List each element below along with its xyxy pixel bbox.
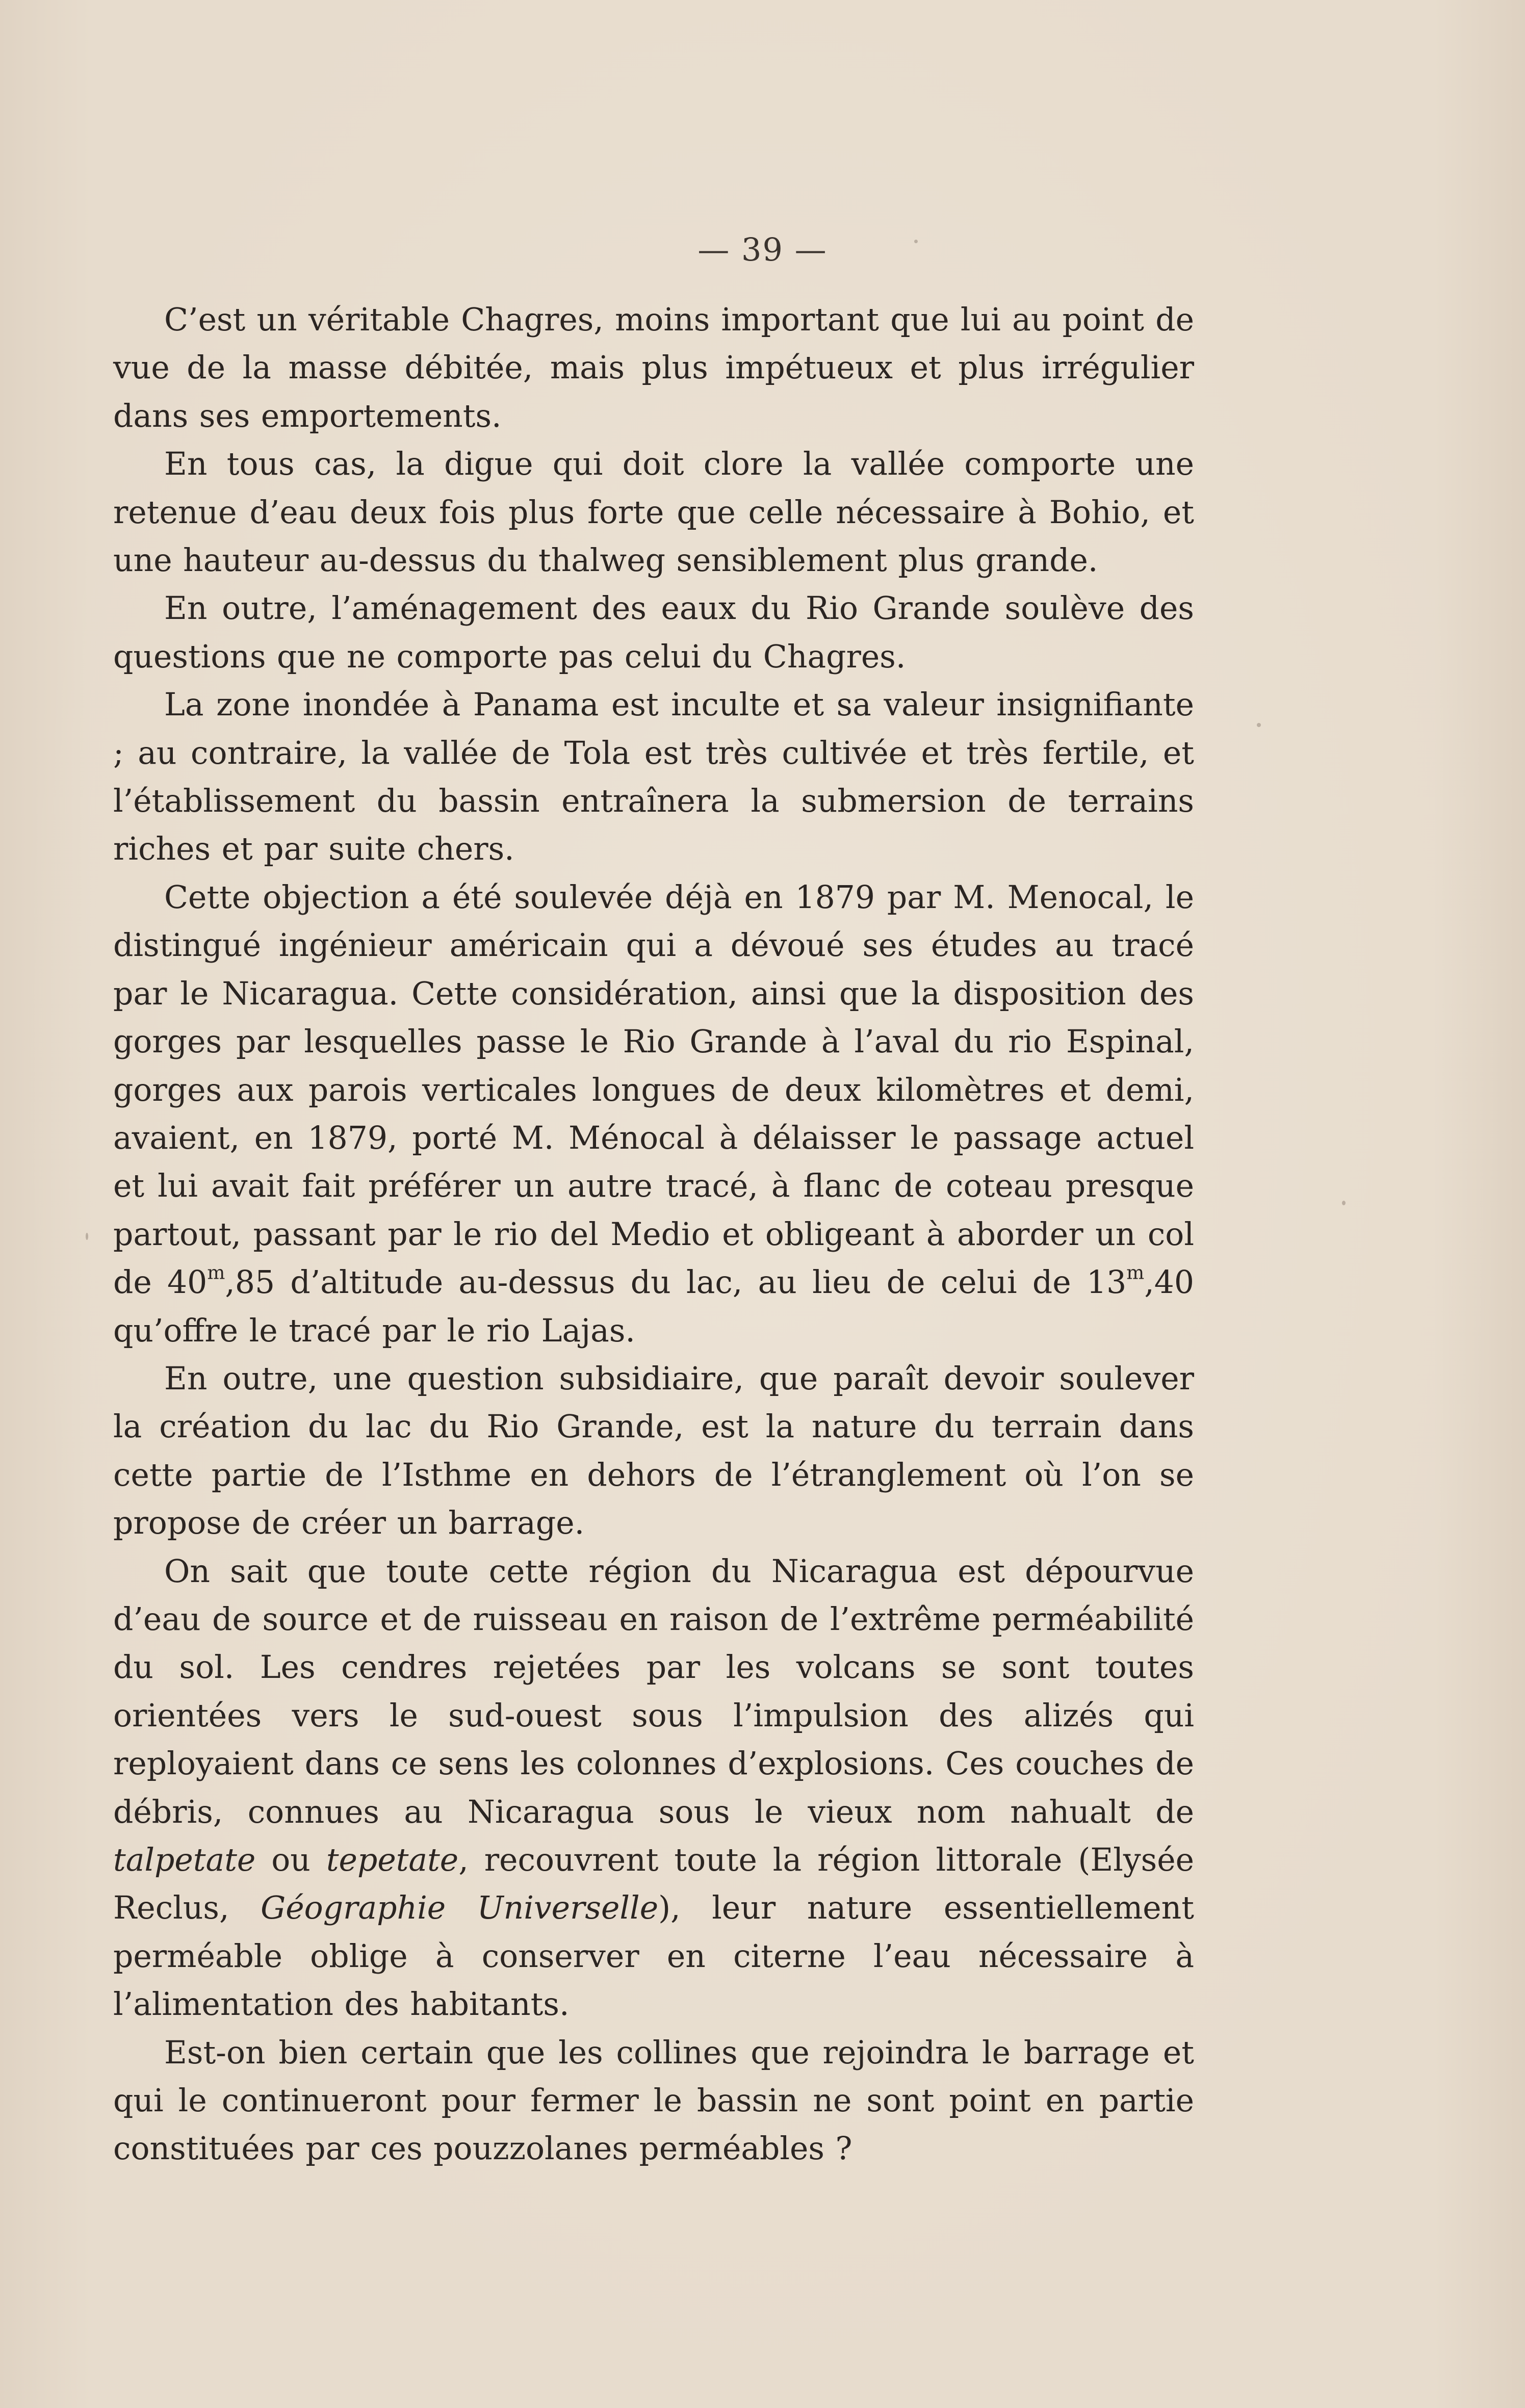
paragraph-5-text-c: ,40 qu’offre le tracé par le rio Lajas. — [113, 1264, 1195, 1349]
unit-superscript: m — [207, 1261, 225, 1284]
paragraph-2: En tous cas, la digue qui doit clore la vallée comporte une retenue d’eau deux fois plus forte que celle nécessaire à Bohio, et une hauteur au-dessus du thalweg sensiblement plus grande. — [113, 446, 1194, 579]
paragraph-5 — [113, 873, 1194, 1355]
italic-term-talpetate: talpetate — [113, 1842, 256, 1878]
paper-speck — [914, 240, 918, 243]
paper-speck — [1342, 1201, 1346, 1205]
paragraph-4: La zone inondée à Panama est inculte et sa valeur insignifiante ; au contraire, la vallée de Tola est très cultivée et très fertile, et l’établissement du bassin entraînera la submersion de terrains riches et par suite chers. — [113, 686, 1194, 868]
paragraph-6: En outre, une question subsidiaire, que paraît devoir soulever la création du lac du Rio Grande, est la nature du terrain dans cette partie de l’Isthme en dehors de l’étranglement où l’on se propose de créer un barrage. — [113, 1360, 1194, 1542]
paper-speck — [86, 1233, 88, 1240]
paragraph-8: Est-on bien certain que les collines que rejoindra le barrage et qui le continueront pour fermer le bassin ne sont point en partie constituées par ces pouzzolanes perméables ? — [113, 2034, 1194, 2167]
paragraph-7 — [113, 1547, 1194, 2029]
unit-superscript: m — [1126, 1261, 1145, 1284]
paragraph-7-text-c: , recouvrent toute la région littorale (Elysée Reclus, — [113, 1842, 1194, 1927]
paragraph-7-text-d: ), leur nature essentiellement perméable oblige à conserver en citerne l’eau nécessaire à l’alimentation des habitants. — [113, 1889, 1194, 2023]
paragraph-1: C’est un véritable Chagres, moins important que lui au point de vue de la masse débitée, mais plus impétueux et plus irrégulier dans ses emportements. — [113, 301, 1194, 434]
page-number: — 39 — — [697, 231, 828, 268]
paragraph-7-text-b: ou — [255, 1842, 326, 1878]
paragraph-5-text-b: ,85 d’altitude au-dessus du lac, au lieu de celui de 13 — [225, 1264, 1127, 1301]
italic-term-tepetate: tepetate — [326, 1842, 459, 1878]
paragraph-5-text-a: Cette objection a été soulevée déjà en 1879 par M. Menocal, le distingué ingénieur américain qui a dévoué ses études au tracé par le Nicaragua. Cette considération, ainsi que la disposition des gorges par lesquelles passe le Rio Grande à l’aval du rio Espinal, gorges aux parois verticales longues de deux kilomètres et demi, avaient, en 1879, porté M. Ménocal à délaisser le passage actuel et lui avait fait préférer un autre tracé, à flanc de coteau presque partout, passant par le rio del Medio et obligeant à aborder un col de 40 — [113, 878, 1194, 1301]
body-text — [113, 296, 1194, 2173]
paragraph-7-text-a: On sait que toute cette région du Nicaragua est dépourvue d’eau de source et de ruisseau en raison de l’extrême perméabilité du sol. Les cendres rejetées par les volcans se sont toutes orientées vers le sud-ouest sous l’impulsion des alizés qui reployaient dans ce sens les colonnes d’explosions. Ces couches de débris, connues au Nicaragua sous le vieux nom nahualt de — [113, 1552, 1194, 1830]
paragraph-3: En outre, l’aménagement des eaux du Rio Grande soulève des questions que ne comporte pas celui du Chagres. — [113, 590, 1194, 675]
paper-speck — [1257, 723, 1261, 727]
italic-book-title: Géographie Universelle — [261, 1889, 659, 1927]
